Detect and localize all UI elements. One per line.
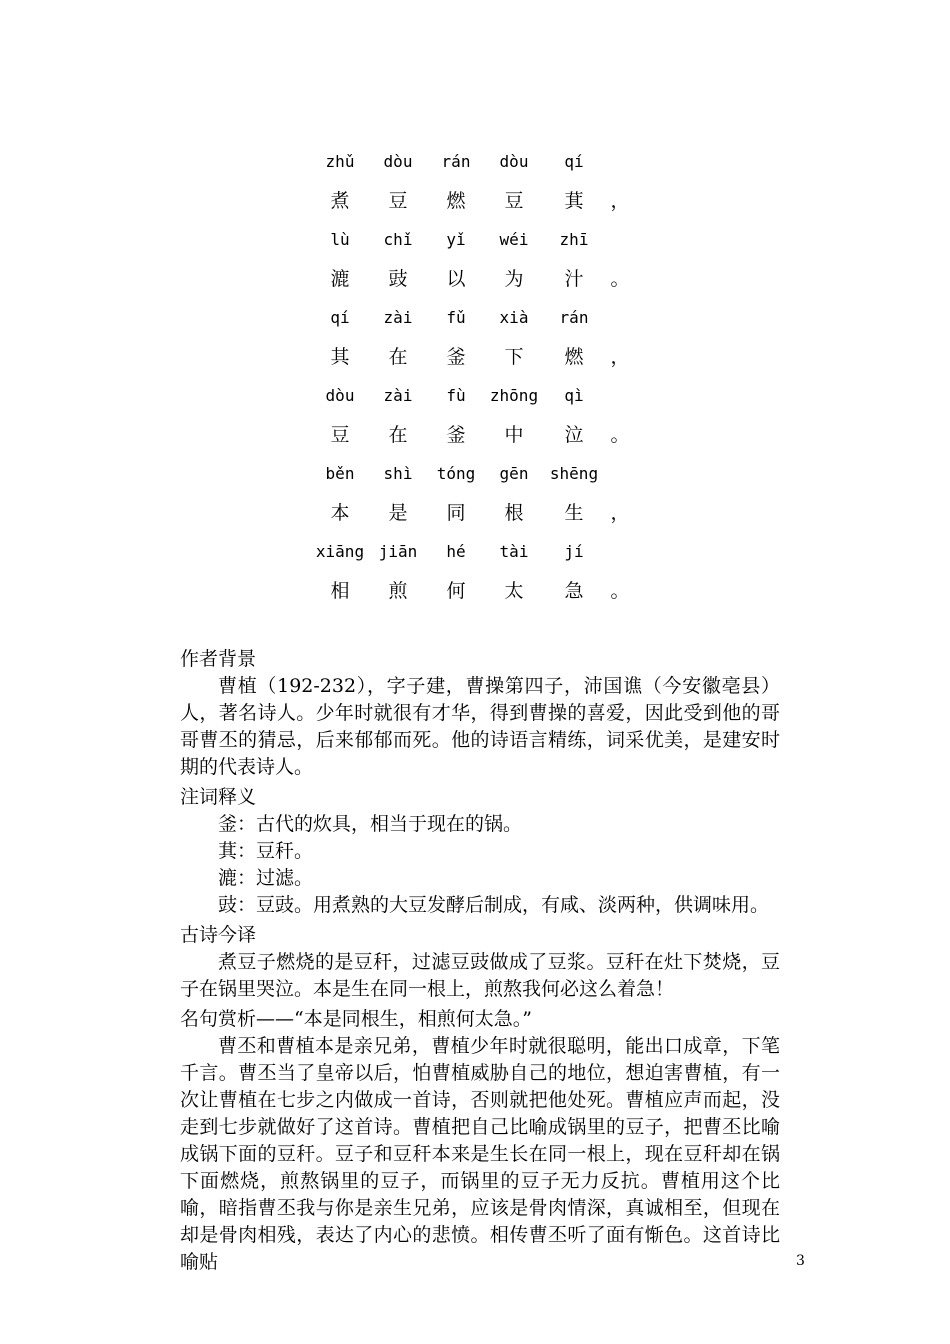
pinyin-syllable: lù: [330, 230, 350, 249]
note-item: 釜：古代的炊具，相当于现在的锅。: [218, 813, 523, 835]
poem-line: [310, 501, 650, 540]
pinyin-syllable: yǐ: [446, 230, 466, 249]
pinyin-syllable: jí: [564, 542, 584, 561]
pinyin-syllable: zhōng: [489, 386, 539, 405]
pinyin-row: [310, 228, 650, 267]
poem-punctuation: ，: [610, 190, 630, 212]
section-heading-notes: 注词释义: [180, 786, 257, 808]
pinyin-syllable: běn: [325, 464, 355, 483]
poem-punctuation: 。: [610, 424, 630, 446]
pinyin-syllable: zài: [383, 386, 413, 405]
poem-block: [310, 150, 650, 618]
pinyin-syllable: dòu: [325, 386, 355, 405]
poem-character: 中: [504, 424, 524, 446]
poem-character: 萁: [564, 190, 584, 212]
poem-line: [310, 267, 650, 306]
pinyin-syllable: rán: [559, 308, 589, 327]
note-item: 豉：豆豉。用煮熟的大豆发酵后制成，有咸、淡两种，供调味用。: [218, 894, 770, 916]
pinyin-syllable: fǔ: [446, 308, 466, 327]
poem-character: 为: [504, 268, 524, 290]
pinyin-syllable: shì: [383, 464, 413, 483]
pinyin-row: [310, 540, 650, 579]
pinyin-syllable: qì: [564, 386, 584, 405]
poem-character: 燃: [446, 190, 466, 212]
section-heading-appreciation: 名句赏析——“本是同根生，相煎何太急。”: [180, 1008, 532, 1030]
poem-character: 豆: [388, 190, 408, 212]
pinyin-syllable: wéi: [499, 230, 529, 249]
pinyin-syllable: qí: [564, 152, 584, 171]
pinyin-syllable: dòu: [499, 152, 529, 171]
pinyin-syllable: dòu: [383, 152, 413, 171]
pinyin-syllable: fù: [446, 386, 466, 405]
poem-character: 根: [504, 502, 524, 524]
poem-character: 何: [446, 580, 466, 602]
poem-character: 在: [388, 424, 408, 446]
poem-character: 在: [388, 346, 408, 368]
pinyin-syllable: shēng: [549, 464, 599, 483]
pinyin-syllable: jiān: [378, 542, 418, 561]
poem-character: 其: [330, 346, 350, 368]
pinyin-syllable: tóng: [436, 464, 476, 483]
poem-character: 煮: [330, 190, 350, 212]
poem-character: 燃: [564, 346, 584, 368]
poem-character: 下: [504, 346, 524, 368]
section-heading-author: 作者背景: [180, 648, 257, 670]
note-item: 漉：过滤。: [218, 867, 314, 889]
commentary: [180, 646, 780, 1276]
pinyin-syllable: rán: [441, 152, 471, 171]
poem-punctuation: 。: [610, 268, 630, 290]
poem-character: 急: [564, 580, 584, 602]
pinyin-syllable: hé: [446, 542, 466, 561]
pinyin-row: [310, 306, 650, 345]
poem-character: 煎: [388, 580, 408, 602]
page-number: 3: [796, 1253, 805, 1269]
poem-character: 汁: [564, 268, 584, 290]
pinyin-syllable: zhǔ: [325, 152, 355, 171]
poem-punctuation: 。: [610, 580, 630, 602]
note-item: 萁：豆秆。: [218, 840, 314, 862]
pinyin-syllable: xià: [499, 308, 529, 327]
poem-character: 同: [446, 502, 466, 524]
pinyin-syllable: gēn: [499, 464, 529, 483]
poem-character: 豉: [388, 268, 408, 290]
translation-text: 煮豆子燃烧的是豆秆，过滤豆豉做成了豆浆。豆秆在灶下焚烧，豆子在锅里哭泣。本是生在同一根上，煎熬我何必这么着急！: [180, 951, 780, 1000]
pinyin-syllable: tài: [499, 542, 529, 561]
poem-character: 是: [388, 502, 408, 524]
poem-character: 豆: [330, 424, 350, 446]
pinyin-syllable: xiāng: [315, 542, 365, 561]
poem-line: [310, 189, 650, 228]
poem-character: 泣: [564, 424, 584, 446]
poem-character: 漉: [330, 268, 350, 290]
author-background-text: 曹植（192-232），字子建，曹操第四子，沛国谯（今安徽亳县）人，著名诗人。少年时就很有才华，得到曹操的喜爱，因此受到他的哥哥曹丕的猜忌，后来郁郁而死。他的诗语言精练，词采优美，是建安时期的代表诗人。: [180, 675, 780, 778]
poem-punctuation: ，: [610, 502, 630, 524]
poem-line: [310, 579, 650, 618]
poem-character: 生: [564, 502, 584, 524]
pinyin-row: [310, 462, 650, 501]
poem-character: 豆: [504, 190, 524, 212]
pinyin-syllable: chǐ: [383, 230, 413, 249]
poem-character: 以: [446, 268, 466, 290]
poem-character: 本: [330, 502, 350, 524]
poem-line: [310, 423, 650, 462]
poem-line: [310, 345, 650, 384]
pinyin-syllable: zhī: [559, 230, 589, 249]
poem-character: 太: [504, 580, 524, 602]
poem-character: 釜: [446, 424, 466, 446]
section-heading-translation: 古诗今译: [180, 924, 257, 946]
poem-character: 釜: [446, 346, 466, 368]
poem-character: 相: [330, 580, 350, 602]
poem-punctuation: ，: [610, 346, 630, 368]
appreciation-text: 曹丕和曹植本是亲兄弟，曹植少年时就很聪明，能出口成章，下笔千言。曹丕当了皇帝以后，怕曹植威胁自己的地位，想迫害曹植，有一次让曹植在七步之内做成一首诗，否则就把他处死。曹植应声而起，没走到七步就做好了这首诗。曹植把自己比喻成锅里的豆子，把曹丕比喻成锅下面的豆秆。豆子和豆秆本来是生长在同一根上，现在豆秆却在锅下面燃烧，煎熬锅里的豆子，而锅里的豆子无力反抗。曹植用这个比喻，暗指曹丕我与你是亲生兄弟，应该是骨肉情深，真诚相至，但现在却是骨肉相残，表达了内心的悲愤。相传曹丕听了面有惭色。这首诗比喻贴: [180, 1035, 780, 1273]
pinyin-syllable: zài: [383, 308, 413, 327]
pinyin-row: [310, 384, 650, 423]
pinyin-row: [310, 150, 650, 189]
pinyin-syllable: qí: [330, 308, 350, 327]
